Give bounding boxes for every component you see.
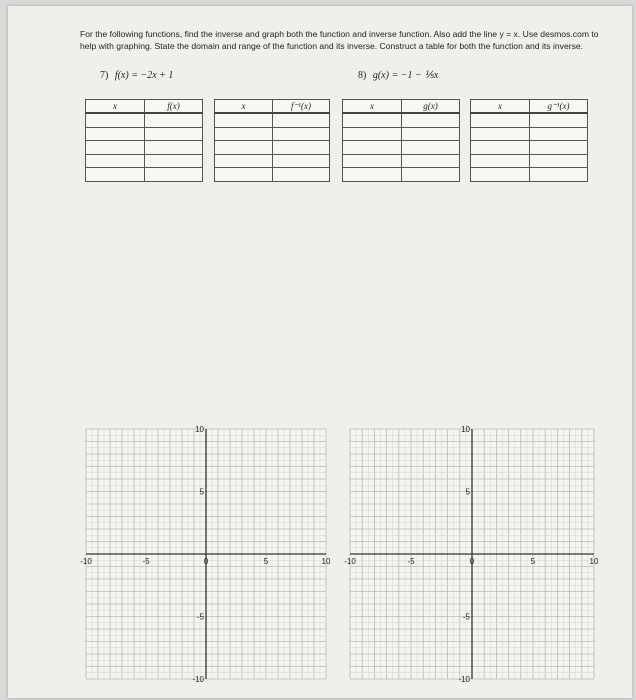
problem-7-expression: f(x) = −2x + 1: [114, 70, 174, 81]
table-cell[interactable]: [145, 168, 203, 182]
y-tick-label: 5: [199, 487, 204, 497]
table-cell[interactable]: [343, 127, 402, 141]
x-tick-label: 5: [530, 557, 536, 566]
table-cell[interactable]: [402, 154, 460, 168]
table-row: [471, 127, 588, 141]
table-f: [85, 99, 203, 182]
table-cell[interactable]: [530, 141, 588, 155]
table-g-header-gx: g(x): [402, 100, 460, 114]
table-row: [471, 168, 588, 182]
table-row: [343, 141, 460, 155]
problem-7: [100, 70, 173, 81]
table-cell[interactable]: [471, 168, 530, 182]
table-cell[interactable]: [215, 141, 273, 155]
table-cell[interactable]: [145, 141, 203, 155]
table-cell[interactable]: [343, 154, 402, 168]
x-tick-label: 5: [263, 557, 269, 566]
y-tick-label: -10: [192, 675, 204, 683]
table-cell[interactable]: [86, 154, 145, 168]
problem-8-expression: g(x) = −1 − ⅕x: [372, 70, 439, 81]
table-cell[interactable]: [343, 168, 402, 182]
table-cell[interactable]: [530, 154, 588, 168]
table-row: [215, 141, 330, 155]
table-cell[interactable]: [215, 154, 273, 168]
table-row: [343, 154, 460, 168]
y-tick-label: 5: [465, 487, 470, 497]
table-f-header-x: x: [86, 100, 145, 114]
table-cell[interactable]: [215, 168, 273, 182]
table-row: [86, 168, 203, 182]
table-cell[interactable]: [402, 168, 460, 182]
table-cell[interactable]: [402, 113, 460, 127]
table-row: [215, 168, 330, 182]
x-tick-label: -5: [407, 557, 415, 566]
x-tick-label: 0: [469, 557, 475, 566]
table-row: [471, 141, 588, 155]
table-cell[interactable]: [530, 127, 588, 141]
x-tick-label: 10: [589, 557, 598, 566]
coordinate-grid-left[interactable]: [80, 425, 330, 683]
table-row: [215, 154, 330, 168]
table-f-header-fx: f(x): [145, 100, 203, 114]
problem-8: [358, 70, 438, 81]
x-tick-label: -5: [142, 557, 150, 566]
y-tick-label: 10: [195, 425, 204, 434]
x-tick-label: -10: [344, 557, 356, 566]
table-cell[interactable]: [273, 113, 330, 127]
table-row: [86, 127, 203, 141]
table-cell[interactable]: [215, 127, 273, 141]
table-f-inverse-header-finv: f⁻¹(x): [273, 100, 330, 114]
table-cell[interactable]: [145, 154, 203, 168]
table-cell[interactable]: [343, 141, 402, 155]
table-row: [86, 154, 203, 168]
table-row: [86, 113, 203, 127]
table-cell[interactable]: [273, 141, 330, 155]
table-cell[interactable]: [86, 141, 145, 155]
table-g: [342, 99, 460, 182]
problem-7-number: 7): [100, 70, 109, 81]
table-cell[interactable]: [530, 168, 588, 182]
table-g-header-x: x: [343, 100, 402, 114]
table-cell[interactable]: [273, 168, 330, 182]
table-row: [471, 154, 588, 168]
table-cell[interactable]: [471, 127, 530, 141]
table-row: [343, 127, 460, 141]
table-cell[interactable]: [86, 113, 145, 127]
table-row: [343, 168, 460, 182]
x-tick-label: 0: [203, 557, 209, 566]
table-cell[interactable]: [402, 127, 460, 141]
table-cell[interactable]: [145, 127, 203, 141]
table-row: [471, 113, 588, 127]
table-row: [215, 113, 330, 127]
instructions-text: For the following functions, find the inverse and graph both the function and inverse function. Also add the line y = x. Use desmos.com to help with graphing. State the domain and range of the function and its inverse. Construct a table for both the function and its inverse.: [80, 29, 599, 51]
table-cell[interactable]: [273, 127, 330, 141]
table-f-inverse-header-x: x: [215, 100, 273, 114]
y-tick-label: -10: [458, 675, 470, 683]
y-tick-label: -5: [196, 612, 204, 622]
table-cell[interactable]: [343, 113, 402, 127]
problem-8-number: 8): [358, 70, 367, 81]
table-cell[interactable]: [273, 154, 330, 168]
table-cell[interactable]: [471, 141, 530, 155]
table-cell[interactable]: [86, 127, 145, 141]
table-cell[interactable]: [471, 113, 530, 127]
table-g-inverse-header-ginv: g⁻¹(x): [530, 100, 588, 114]
table-f-inverse: [214, 99, 330, 182]
y-tick-label: -5: [462, 612, 470, 622]
x-tick-label: 10: [321, 557, 330, 566]
table-cell[interactable]: [471, 154, 530, 168]
table-cell[interactable]: [215, 113, 273, 127]
table-cell[interactable]: [145, 113, 203, 127]
table-cell[interactable]: [402, 141, 460, 155]
x-tick-label: -10: [80, 557, 92, 566]
table-cell[interactable]: [530, 113, 588, 127]
y-tick-label: 10: [461, 425, 470, 434]
coordinate-grid-right[interactable]: [344, 425, 598, 683]
table-g-inverse: [470, 99, 588, 182]
table-row: [215, 127, 330, 141]
table-row: [343, 113, 460, 127]
table-g-inverse-header-x: x: [471, 100, 530, 114]
table-cell[interactable]: [86, 168, 145, 182]
table-row: [86, 141, 203, 155]
